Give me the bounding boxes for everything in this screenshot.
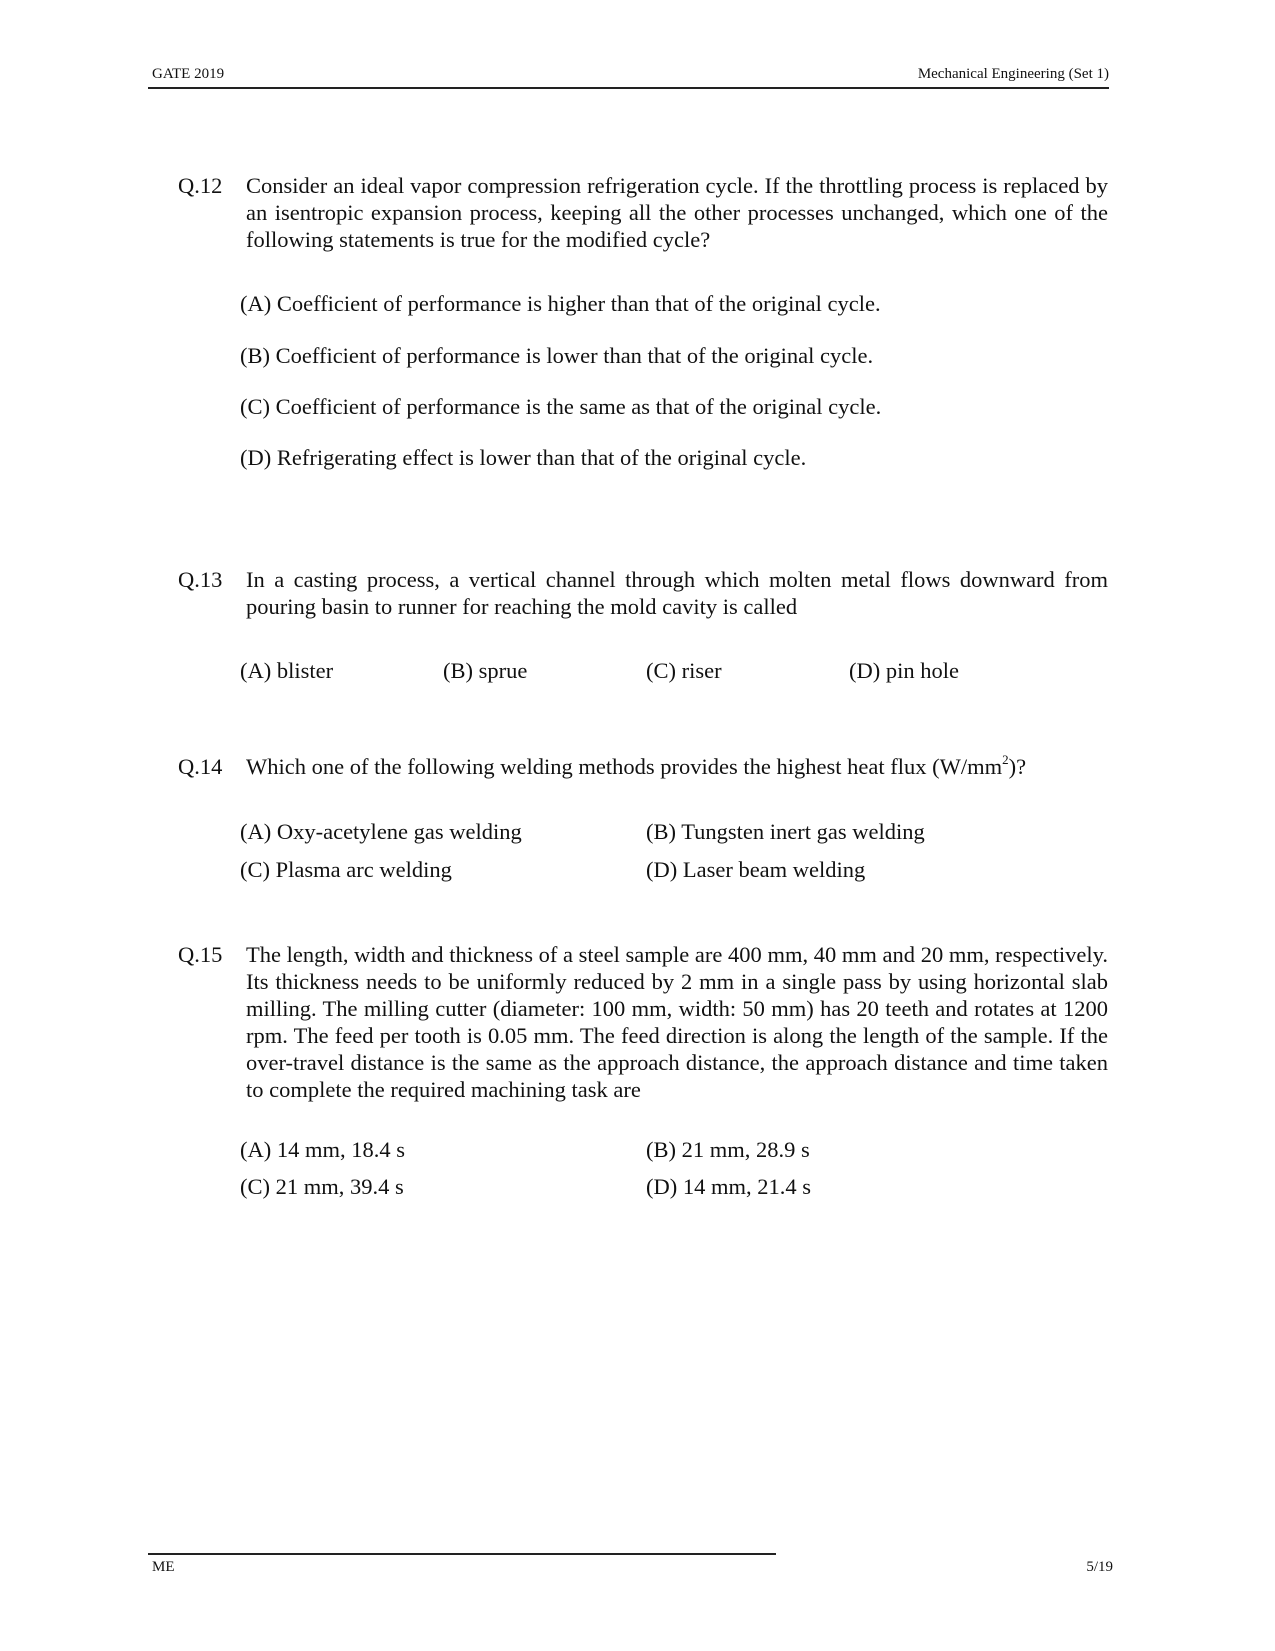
header-exam-title: GATE 2019 bbox=[152, 66, 225, 82]
option-a: (A) Coefficient of performance is higher than that of the original cycle. bbox=[240, 291, 881, 316]
question-text bbox=[246, 753, 1108, 780]
option-c: (C) riser bbox=[646, 658, 722, 683]
footer-paper-code: ME bbox=[152, 1559, 175, 1575]
question-number: Q.12 bbox=[178, 173, 223, 198]
question-text: In a casting process, a vertical channel through which molten metal flows downward from pouring basin to runner for reaching the mold cavity is called bbox=[246, 567, 1108, 619]
option-c: (C) Coefficient of performance is the same as that of the original cycle. bbox=[240, 394, 882, 419]
question-number: Q.14 bbox=[178, 754, 223, 779]
question-12 bbox=[178, 172, 1108, 253]
option-a: (A) Oxy-acetylene gas welding bbox=[240, 819, 522, 844]
option-a: (A) blister bbox=[240, 658, 334, 683]
question-15 bbox=[178, 941, 1108, 1103]
option-c: (C) Plasma arc welding bbox=[240, 857, 452, 882]
question-text-end: )? bbox=[1008, 754, 1027, 779]
question-number: Q.13 bbox=[178, 567, 223, 592]
option-d: (D) pin hole bbox=[849, 658, 959, 683]
option-b: (B) Tungsten inert gas welding bbox=[646, 819, 925, 844]
option-a: (A) 14 mm, 18.4 s bbox=[240, 1137, 405, 1162]
header-paper-title: Mechanical Engineering (Set 1) bbox=[917, 66, 1109, 82]
option-d: (D) Refrigerating effect is lower than that of the original cycle. bbox=[240, 445, 807, 470]
question-13 bbox=[178, 566, 1108, 620]
question-number: Q.15 bbox=[178, 942, 223, 967]
option-d: (D) Laser beam welding bbox=[646, 857, 866, 882]
question-14 bbox=[178, 753, 1108, 780]
option-b: (B) Coefficient of performance is lower than that of the original cycle. bbox=[240, 343, 874, 368]
footer-divider bbox=[148, 1553, 776, 1555]
option-b: (B) 21 mm, 28.9 s bbox=[646, 1137, 810, 1162]
question-text-main: Which one of the following welding methods provides the highest heat flux (W/mm bbox=[246, 754, 1003, 779]
question-text: Consider an ideal vapor compression refrigeration cycle. If the throttling process is replaced by an isentropic expansion process, keeping all the other processes unchanged, which one of the following statements is true for the modified cycle? bbox=[246, 173, 1108, 252]
option-c: (C) 21 mm, 39.4 s bbox=[240, 1174, 404, 1199]
superscript-exponent: 2 bbox=[1002, 751, 1009, 767]
option-b: (B) sprue bbox=[443, 658, 528, 683]
option-d: (D) 14 mm, 21.4 s bbox=[646, 1174, 811, 1199]
question-text: The length, width and thickness of a steel sample are 400 mm, 40 mm and 20 mm, respectively. Its thickness needs to be uniformly reduced by 2 mm in a single pass by using horizontal slab milling. The milling cutter (diameter: 100 mm, width: 50 mm) has 20 teeth and rotates at 1200 rpm. The feed per tooth is 0.05 mm. The feed direction is along the length of the sample. If the over-travel distance is the same as the approach distance, the approach distance and time taken to complete the required machining task are bbox=[246, 942, 1108, 1102]
page-number: 5/19 bbox=[1086, 1559, 1113, 1575]
header-divider bbox=[148, 87, 1109, 89]
